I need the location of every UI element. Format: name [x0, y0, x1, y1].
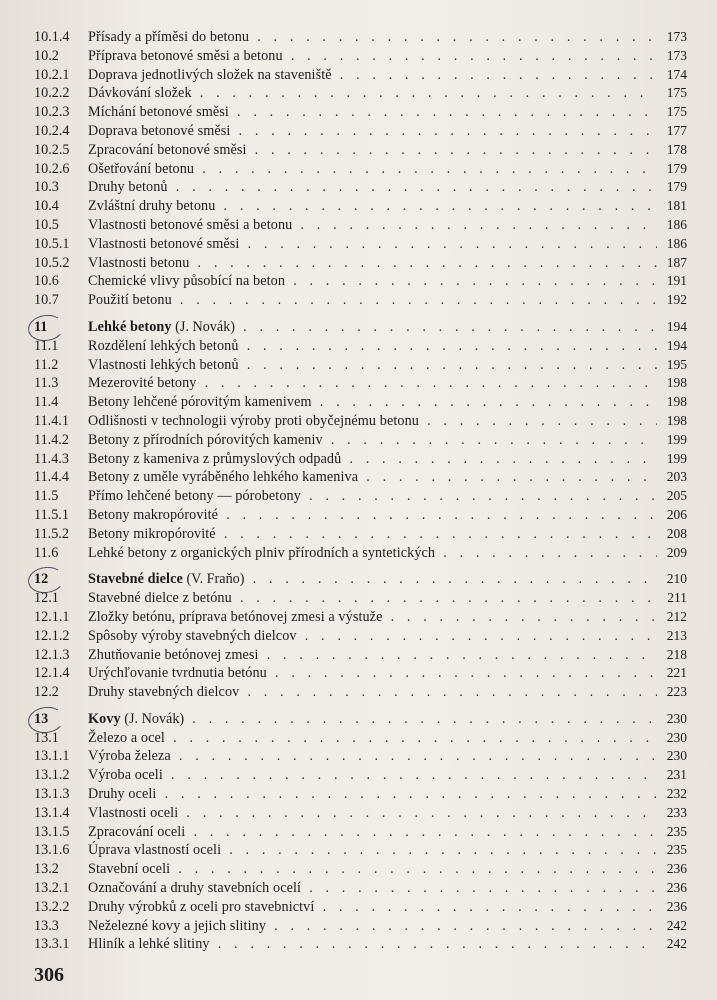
toc-entry-row [0, 544, 717, 563]
section-title [88, 525, 657, 544]
section-title-text: Spôsoby výroby stavebných dielcov [88, 627, 297, 644]
toc-entry-row [0, 254, 717, 273]
toc-entry-row [0, 627, 717, 646]
section-page-number: 213 [666, 627, 687, 643]
section-page-number: 211 [667, 590, 687, 606]
section-title-text: Hliník a lehké slitiny [88, 936, 210, 953]
section-title-text: Zpracování oceli [88, 823, 186, 840]
section-title [88, 393, 657, 412]
section-title [88, 141, 657, 160]
toc-entry-row [0, 935, 717, 954]
toc-entry-row [0, 337, 717, 356]
section-page-number: 174 [666, 66, 687, 82]
toc-entry-row [0, 84, 717, 103]
section-title-text: Druhy stavebných dielcov [88, 684, 240, 701]
page-number: 306 [34, 964, 64, 986]
section-title [88, 646, 657, 665]
section-number: 10.5.1 [34, 235, 70, 252]
section-title [88, 197, 657, 216]
section-page-number: 236 [666, 898, 687, 914]
section-page-number: 235 [666, 842, 687, 858]
section-title [88, 710, 657, 729]
section-page-number: 179 [666, 160, 687, 176]
section-title-text: Použití betonu [88, 292, 172, 309]
section-title [88, 841, 657, 860]
section-number: 10.7 [34, 292, 59, 309]
toc-entry-row [0, 450, 717, 469]
section-title-text: Neželezné kovy a jejich slitiny [88, 917, 267, 934]
toc-entry-row [0, 468, 717, 487]
section-title [88, 468, 657, 487]
section-number: 11.5 [34, 488, 59, 505]
section-number: 10.3 [34, 179, 59, 196]
section-title [88, 506, 657, 525]
section-title-text: Kovy [88, 710, 121, 727]
toc-entry-row [0, 823, 717, 842]
section-page-number: 179 [666, 179, 687, 195]
section-title-text: Úprava vlastností oceli [88, 842, 222, 859]
section-title [88, 374, 657, 393]
section-title [88, 589, 657, 608]
toc-entry-row [0, 917, 717, 936]
section-title [88, 627, 657, 646]
section-page-number: 199 [666, 431, 687, 447]
section-page-number: 212 [666, 608, 687, 624]
section-page-number: 181 [666, 198, 687, 214]
toc-entry-row [0, 729, 717, 748]
section-title [88, 178, 657, 197]
toc-entry-row [0, 66, 717, 85]
toc-entry-row [0, 841, 717, 860]
toc-entry-row [0, 356, 717, 375]
section-title [88, 216, 657, 235]
section-title-text: Chemické vlivy působící na beton [88, 273, 286, 290]
section-number: 12.1.1 [34, 608, 70, 625]
section-page-number: 198 [666, 412, 687, 428]
section-page-number: 175 [666, 104, 687, 120]
section-number: 13.1.4 [34, 804, 70, 821]
section-number: 11.4.2 [34, 431, 69, 448]
toc-entry-row [0, 47, 717, 66]
section-title-text: Betony mikropórovité [88, 525, 216, 542]
section-title-text: Vlastnosti betonové směsi a betonu [88, 216, 293, 233]
toc-entry-row [0, 122, 717, 141]
section-title-text: Betony z kameniva z průmyslových odpadů [88, 450, 342, 467]
section-page-number: 208 [666, 525, 687, 541]
section-number: 12.1.3 [34, 646, 70, 663]
toc-entry-row [0, 683, 717, 702]
toc-entry-row [0, 747, 717, 766]
section-number: 10.5 [34, 216, 59, 233]
section-number: 11.4.1 [34, 412, 69, 429]
section-title [88, 570, 657, 589]
section-title-text: Vlastnosti betonu [88, 254, 190, 271]
section-title-text: Železo a ocel [88, 729, 165, 746]
section-page-number: 173 [666, 29, 687, 44]
section-number: 13.2.1 [34, 880, 70, 897]
toc-entry-row [0, 589, 717, 608]
section-number: 10.2.6 [34, 160, 70, 177]
section-page-number: 173 [666, 47, 687, 63]
toc-entry-row [0, 393, 717, 412]
section-number: 12.2 [34, 684, 59, 701]
section-number: 10.2.1 [34, 66, 70, 83]
section-title [88, 337, 657, 356]
section-title-text: Betony makropórovité [88, 506, 219, 523]
section-page-number: 236 [666, 880, 687, 896]
section-page-number: 199 [666, 450, 687, 466]
chapter-author: (V. Fraňo) [186, 571, 245, 588]
section-title-text: Rozdělení lehkých betonů [88, 337, 239, 354]
toc-entry-row [0, 431, 717, 450]
section-title [88, 412, 657, 431]
section-page-number: 218 [666, 646, 687, 662]
section-title [88, 823, 657, 842]
section-number: 13.3 [34, 917, 59, 934]
section-title-text: Lehké betony z organických plniv přírodních a syntetických [88, 544, 436, 561]
section-page-number: 242 [666, 936, 687, 952]
section-title [88, 66, 657, 85]
section-title [88, 747, 657, 766]
section-title-text: Druhy oceli [88, 786, 157, 803]
section-page-number: 233 [666, 804, 687, 820]
toc-entry-row [0, 28, 717, 47]
section-number: 11.5.1 [34, 506, 69, 523]
section-page-number: 231 [666, 767, 687, 783]
section-title [88, 487, 657, 506]
toc-entry-row [0, 646, 717, 665]
section-title-text: Betony z přírodních pórovitých kameniv [88, 431, 323, 448]
section-number: 11.3 [34, 375, 59, 392]
section-title-text: Doprava betonové směsi [88, 122, 231, 139]
section-title [88, 122, 657, 141]
toc-entry-row [0, 860, 717, 879]
toc-entry-row [0, 487, 717, 506]
section-title [88, 47, 657, 66]
section-title-text: Betony lehčené pórovitým kamenivem [88, 394, 312, 411]
section-number: 12.1.4 [34, 665, 70, 682]
section-title [88, 664, 657, 683]
section-number: 12 [34, 571, 49, 588]
section-page-number: 235 [666, 823, 687, 839]
section-number: 10.1.4 [34, 29, 70, 45]
section-title-text: Přísady a příměsi do betonu [88, 29, 250, 45]
section-page-number: 198 [666, 375, 687, 391]
section-page-number: 177 [666, 122, 687, 138]
toc-entry-row [0, 235, 717, 254]
toc-entry-row [0, 197, 717, 216]
section-page-number: 205 [666, 488, 687, 504]
section-page-number: 194 [666, 318, 687, 334]
section-page-number: 209 [666, 544, 687, 560]
section-number: 13.1.2 [34, 767, 70, 784]
section-title-text: Výroba železa [88, 748, 171, 765]
section-number: 11.1 [34, 337, 59, 354]
section-number: 10.2.2 [34, 85, 70, 102]
toc-entry-row [0, 291, 717, 310]
section-title [88, 431, 657, 450]
section-title [88, 544, 657, 563]
section-title-text: Druhy betonů [88, 179, 168, 196]
section-title-text: Stavebné dielce [88, 571, 183, 588]
toc-entry-row [0, 898, 717, 917]
section-page-number: 198 [666, 394, 687, 410]
section-number: 11.2 [34, 356, 59, 373]
section-title [88, 356, 657, 375]
section-title-text: Vlastnosti lehkých betonů [88, 356, 239, 373]
section-title [88, 235, 657, 254]
section-number: 11.5.2 [34, 525, 69, 542]
section-title-text: Výroba oceli [88, 767, 163, 784]
section-page-number: 242 [666, 917, 687, 933]
section-title-text: Mezerovité betony [88, 375, 197, 392]
toc-entry-row [0, 216, 717, 235]
section-title [88, 935, 657, 954]
section-title [88, 879, 657, 898]
section-title [88, 804, 657, 823]
section-page-number: 230 [666, 710, 687, 726]
section-page-number: 192 [666, 292, 687, 308]
section-title [88, 103, 657, 122]
section-page-number: 206 [666, 506, 687, 522]
section-page-number: 178 [666, 141, 687, 157]
section-page-number: 230 [666, 748, 687, 764]
toc-entry-row [0, 506, 717, 525]
section-number: 13.1 [34, 729, 59, 746]
toc-entry-row [0, 879, 717, 898]
section-title-text: Označování a druhy stavebních ocelí [88, 880, 302, 897]
section-page-number: 223 [666, 684, 687, 700]
section-title [88, 291, 657, 310]
section-title-text: Urýchľovanie tvrdnutia betónu [88, 665, 267, 682]
section-title [88, 608, 657, 627]
section-title [88, 860, 657, 879]
section-number: 13 [34, 710, 49, 727]
section-title-text: Odlišnosti v technologii výroby proti obyčejnému betonu [88, 412, 419, 429]
section-number: 10.2 [34, 47, 59, 64]
section-page-number: 175 [666, 85, 687, 101]
section-title-text: Vlastnosti oceli [88, 804, 179, 821]
section-title-text: Míchání betonové směsi [88, 104, 229, 121]
toc-entry-row [0, 272, 717, 291]
section-number: 13.1.6 [34, 842, 70, 859]
section-title-text: Lehké betony [88, 318, 172, 335]
section-number: 12.1 [34, 590, 59, 607]
toc-entry-row [0, 160, 717, 179]
toc-entry-row [0, 103, 717, 122]
section-title [88, 898, 657, 917]
section-title-text: Vlastnosti betonové směsi [88, 235, 240, 252]
section-number: 13.1.3 [34, 786, 70, 803]
section-page-number: 194 [666, 337, 687, 353]
section-title [88, 785, 657, 804]
section-title [88, 683, 657, 702]
chapter-author: (J. Novák) [175, 318, 236, 335]
section-number: 13.2 [34, 861, 59, 878]
section-number: 10.2.5 [34, 141, 70, 158]
section-page-number: 203 [666, 469, 687, 485]
toc-entry-row [0, 525, 717, 544]
table-of-contents [0, 28, 717, 954]
section-page-number: 191 [666, 273, 687, 289]
toc-entry-row [0, 608, 717, 627]
section-page-number: 187 [666, 254, 687, 270]
section-number: 11.6 [34, 544, 59, 561]
toc-entry-row [0, 804, 717, 823]
section-title [88, 254, 657, 273]
section-number: 11 [34, 318, 48, 335]
section-title-text: Přímo lehčené betony — pórobetony [88, 488, 301, 505]
toc-entry-row [0, 412, 717, 431]
toc-entry-row [0, 178, 717, 197]
section-page-number: 232 [666, 786, 687, 802]
section-number: 11.4.3 [34, 450, 69, 467]
section-number: 10.5.2 [34, 254, 70, 271]
section-title-text: Dávkování složek [88, 85, 192, 102]
section-title-text: Zpracování betonové směsi [88, 141, 247, 158]
section-title [88, 28, 657, 47]
section-page-number: 210 [666, 571, 687, 587]
toc-chapter-row [0, 318, 717, 337]
section-title [88, 766, 657, 785]
toc-entry-row [0, 785, 717, 804]
toc-entry-row [0, 766, 717, 785]
section-title [88, 450, 657, 469]
toc-chapter-row [0, 710, 717, 729]
section-page-number: 186 [666, 216, 687, 232]
section-title [88, 318, 657, 337]
section-title-text: Stavební oceli [88, 861, 171, 878]
section-number: 11.4.4 [34, 469, 69, 486]
toc-entry-row [0, 141, 717, 160]
section-title-text: Příprava betonové směsi a betonu [88, 47, 283, 64]
section-title-text: Druhy výrobků z oceli pro stavebnictví [88, 898, 315, 915]
section-title [88, 272, 657, 291]
section-title [88, 160, 657, 179]
section-page-number: 230 [666, 729, 687, 745]
section-number: 13.3.1 [34, 936, 70, 953]
section-number: 11.4 [34, 394, 59, 411]
section-title-text: Betony z uměle vyráběného lehkého kameniva [88, 469, 359, 486]
section-title-text: Zhutňovanie betónovej zmesi [88, 646, 259, 663]
section-number: 10.6 [34, 273, 59, 290]
section-title-text: Doprava jednotlivých složek na staveniště [88, 66, 332, 83]
section-page-number: 221 [666, 665, 687, 681]
section-number: 13.1.1 [34, 748, 70, 765]
section-title [88, 917, 657, 936]
section-title [88, 729, 657, 748]
section-title-text: Zvláštní druhy betonu [88, 198, 216, 215]
section-number: 10.2.3 [34, 104, 70, 121]
toc-entry-row [0, 374, 717, 393]
section-title-text: Ošetřování betonu [88, 160, 195, 177]
toc-entry-row [0, 664, 717, 683]
section-page-number: 186 [666, 235, 687, 251]
section-title-text: Stavebné dielce z betónu [88, 590, 232, 607]
section-title [88, 84, 657, 103]
chapter-author: (J. Novák) [124, 710, 185, 727]
section-page-number: 195 [666, 356, 687, 372]
toc-chapter-row [0, 570, 717, 589]
section-number: 12.1.2 [34, 627, 70, 644]
section-page-number: 236 [666, 861, 687, 877]
section-number: 13.1.5 [34, 823, 70, 840]
section-number: 13.2.2 [34, 898, 70, 915]
section-number: 10.4 [34, 198, 59, 215]
section-title-text: Zložky betónu, príprava betónovej zmesi a výstuže [88, 608, 383, 625]
section-number: 10.2.4 [34, 122, 70, 139]
